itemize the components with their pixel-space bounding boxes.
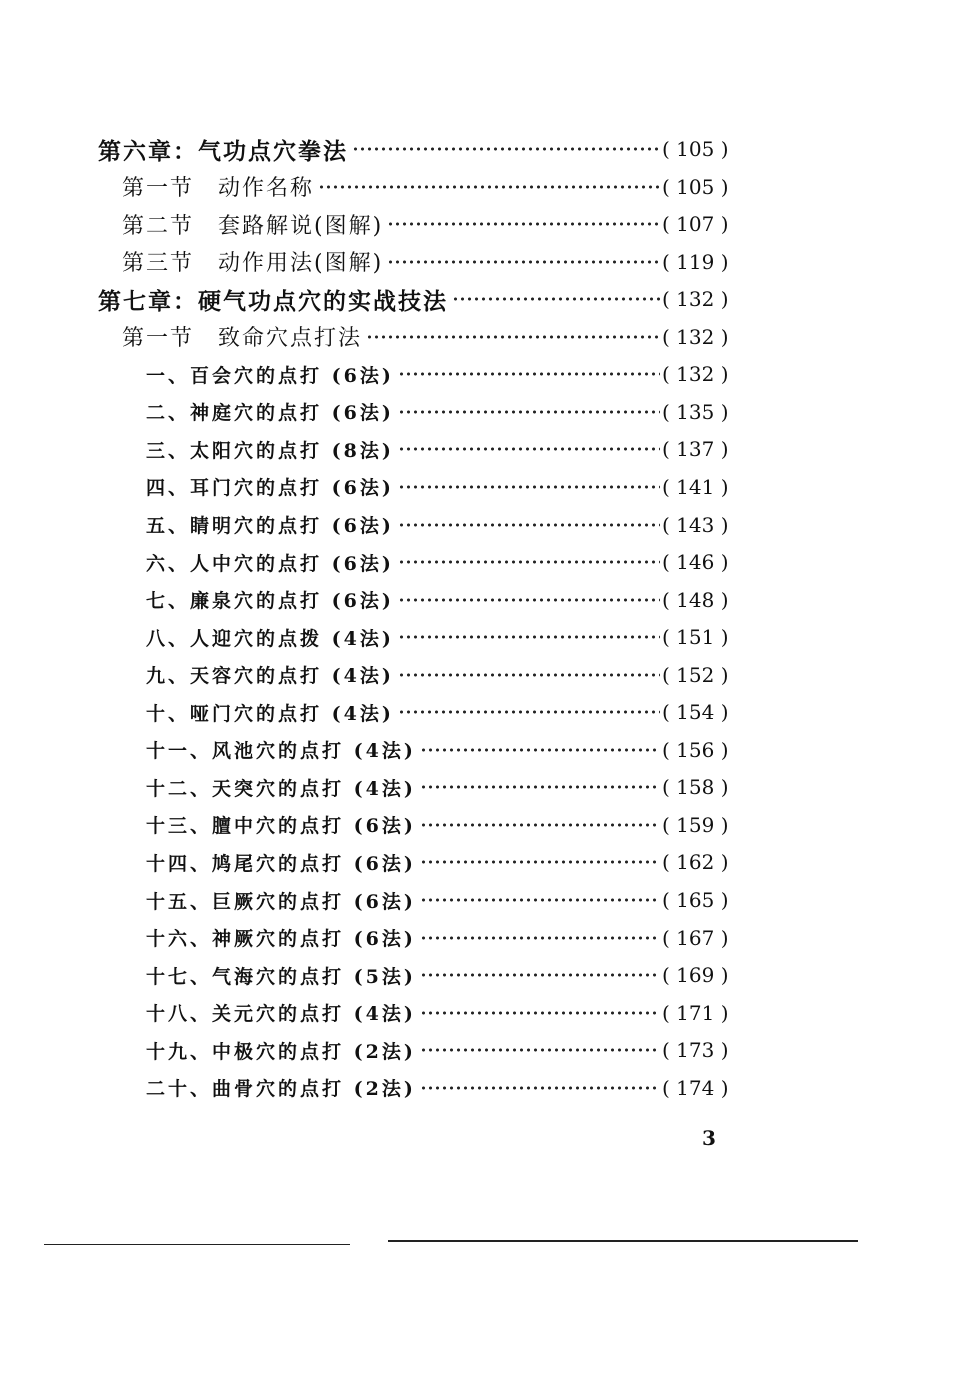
toc-entry-page: ( 167 ) <box>662 925 729 950</box>
toc-entry-point <box>146 1073 742 1103</box>
toc-entry-chapter <box>98 284 742 314</box>
dot-leader <box>398 410 660 414</box>
toc-entry-title: 十七、气海穴的点打 (5法) <box>146 965 416 988</box>
toc-entry-page: ( 165 ) <box>662 888 729 912</box>
toc-entry-title: 三、太阳穴的点打 (8法) <box>146 439 394 462</box>
toc-entry-page: ( 173 ) <box>662 1038 729 1063</box>
toc-entry-page: ( 143 ) <box>662 512 729 537</box>
toc-entry-page: ( 154 ) <box>662 700 729 725</box>
toc-entry-title: 六、人中穴的点打 (6法) <box>146 552 394 575</box>
toc-entry-page: ( 152 ) <box>662 662 729 687</box>
dot-leader <box>420 785 660 789</box>
toc-entry-point <box>146 359 742 389</box>
dot-leader <box>420 748 660 752</box>
toc-entry-point <box>146 735 742 765</box>
toc-entry-page: ( 105 ) <box>662 137 729 161</box>
dot-leader <box>318 185 660 189</box>
toc-entry-title: 十六、神厥穴的点打 (6法) <box>146 928 416 951</box>
toc-entry-title: 九、天容穴的点打 (4法) <box>146 665 394 688</box>
toc-entry-title: 十九、中极穴的点打 (2法) <box>146 1040 416 1063</box>
toc-entry-page: ( 119 ) <box>662 249 729 274</box>
toc-entry-page: ( 132 ) <box>662 287 729 312</box>
toc-entry-title: 一、百会穴的点打 (6法) <box>146 364 394 387</box>
toc-entry-page: ( 105 ) <box>662 174 729 199</box>
page-number: 3 <box>702 1126 716 1150</box>
toc-entry-section <box>122 172 742 202</box>
toc-entry-title: 十一、风池穴的点打 (4法) <box>146 740 416 763</box>
toc-entry-page: ( 169 ) <box>662 963 729 988</box>
toc-entry-section <box>122 247 742 277</box>
toc-entry-title: 二十、曲骨穴的点打 (2法) <box>146 1078 416 1101</box>
dot-leader <box>398 523 660 527</box>
toc-entry-point <box>146 1035 742 1065</box>
toc-entry-point <box>146 923 742 953</box>
dot-leader <box>420 1086 660 1090</box>
dot-leader <box>398 447 660 451</box>
toc-entry-title: 七、廉泉穴的点打 (6法) <box>146 590 394 613</box>
dot-leader <box>398 598 660 602</box>
toc-entry-point <box>146 847 742 877</box>
toc-entry-title: 第二节 套路解说(图解) <box>122 213 384 239</box>
divider <box>388 1240 858 1242</box>
toc-entry-title: 第一节 致命穴点打法 <box>122 326 363 352</box>
dot-leader <box>420 860 660 864</box>
toc-entry-point <box>146 998 742 1028</box>
toc-entry-title: 十五、巨厥穴的点打 (6法) <box>146 890 416 913</box>
toc-entry-page: ( 158 ) <box>662 775 729 800</box>
toc-entry-page: ( 156 ) <box>662 737 729 762</box>
dot-leader <box>366 335 660 339</box>
toc-entry-title: 第七章：硬气功点穴的实战技法 <box>98 287 448 315</box>
toc-entry-title: 十八、关元穴的点打 (4法) <box>146 1003 416 1026</box>
dot-leader <box>398 485 660 489</box>
dot-leader <box>420 823 660 827</box>
toc-entry-page: ( 171 ) <box>662 1000 729 1025</box>
toc-entry-page: ( 162 ) <box>662 850 729 875</box>
toc-entry-page: ( 146 ) <box>662 550 729 575</box>
toc-entry-title: 第一节 动作名称 <box>122 176 315 202</box>
toc-entry-page: ( 107 ) <box>662 212 729 237</box>
dot-leader <box>398 673 660 677</box>
toc-entry-point <box>146 397 742 427</box>
toc-entry-point <box>146 960 742 990</box>
toc-entry-title: 十四、鸠尾穴的点打 (6法) <box>146 852 416 875</box>
toc-entry-point <box>146 697 742 727</box>
dot-leader <box>387 222 660 226</box>
toc-entry-page: ( 135 ) <box>662 399 729 424</box>
toc-entry-chapter <box>98 134 742 164</box>
toc-entry-page: ( 137 ) <box>662 437 729 462</box>
toc-entry-title: 第三节 动作用法(图解) <box>122 251 384 277</box>
toc-entry-title: 十二、天突穴的点打 (4法) <box>146 777 416 800</box>
dot-leader <box>398 560 660 564</box>
toc-entry-title: 十三、膻中穴的点打 (6法) <box>146 815 416 838</box>
toc-entry-point <box>146 885 742 915</box>
divider <box>44 1244 350 1245</box>
toc-entry-point <box>146 660 742 690</box>
dot-leader <box>420 1048 660 1052</box>
dot-leader <box>398 635 660 639</box>
toc-entry-point <box>146 434 742 464</box>
toc-entry-title: 五、睛明穴的点打 (6法) <box>146 515 394 537</box>
toc-entry-point <box>146 772 742 802</box>
toc-entry-page: ( 132 ) <box>662 362 729 387</box>
toc-entry-title: 第六章：气功点穴拳法 <box>98 137 348 165</box>
toc-entry-section <box>122 322 742 352</box>
toc-entry-page: ( 148 ) <box>662 587 729 612</box>
toc-entry-page: ( 159 ) <box>662 812 729 837</box>
toc-entry-page: ( 174 ) <box>662 1075 729 1100</box>
dot-leader <box>387 260 660 264</box>
toc-entry-page: ( 141 ) <box>662 474 729 499</box>
dot-leader <box>420 898 660 902</box>
toc-entry-page: ( 151 ) <box>662 625 729 650</box>
toc-entry-point <box>146 810 742 840</box>
toc-entry-page: ( 132 ) <box>662 324 729 349</box>
dot-leader <box>398 710 660 714</box>
dot-leader <box>420 1011 660 1015</box>
dot-leader <box>420 936 660 940</box>
toc-entry-section <box>122 209 742 239</box>
toc-entry-point <box>146 547 742 577</box>
toc-entry-point <box>146 510 742 540</box>
toc-entry-title: 四、耳门穴的点打 (6法) <box>146 477 394 500</box>
toc-entry-point <box>146 472 742 502</box>
dot-leader <box>398 372 660 376</box>
toc-entry-title: 十、哑门穴的点打 (4法) <box>146 702 394 725</box>
dot-leader <box>352 147 660 151</box>
dot-leader <box>420 973 660 977</box>
toc-entry-point <box>146 622 742 652</box>
toc-entry-point <box>146 585 742 615</box>
toc-entry-title: 八、人迎穴的点拨 (4法) <box>146 627 394 650</box>
toc-entry-title: 二、神庭穴的点打 (6法) <box>146 402 394 425</box>
dot-leader <box>452 297 660 301</box>
